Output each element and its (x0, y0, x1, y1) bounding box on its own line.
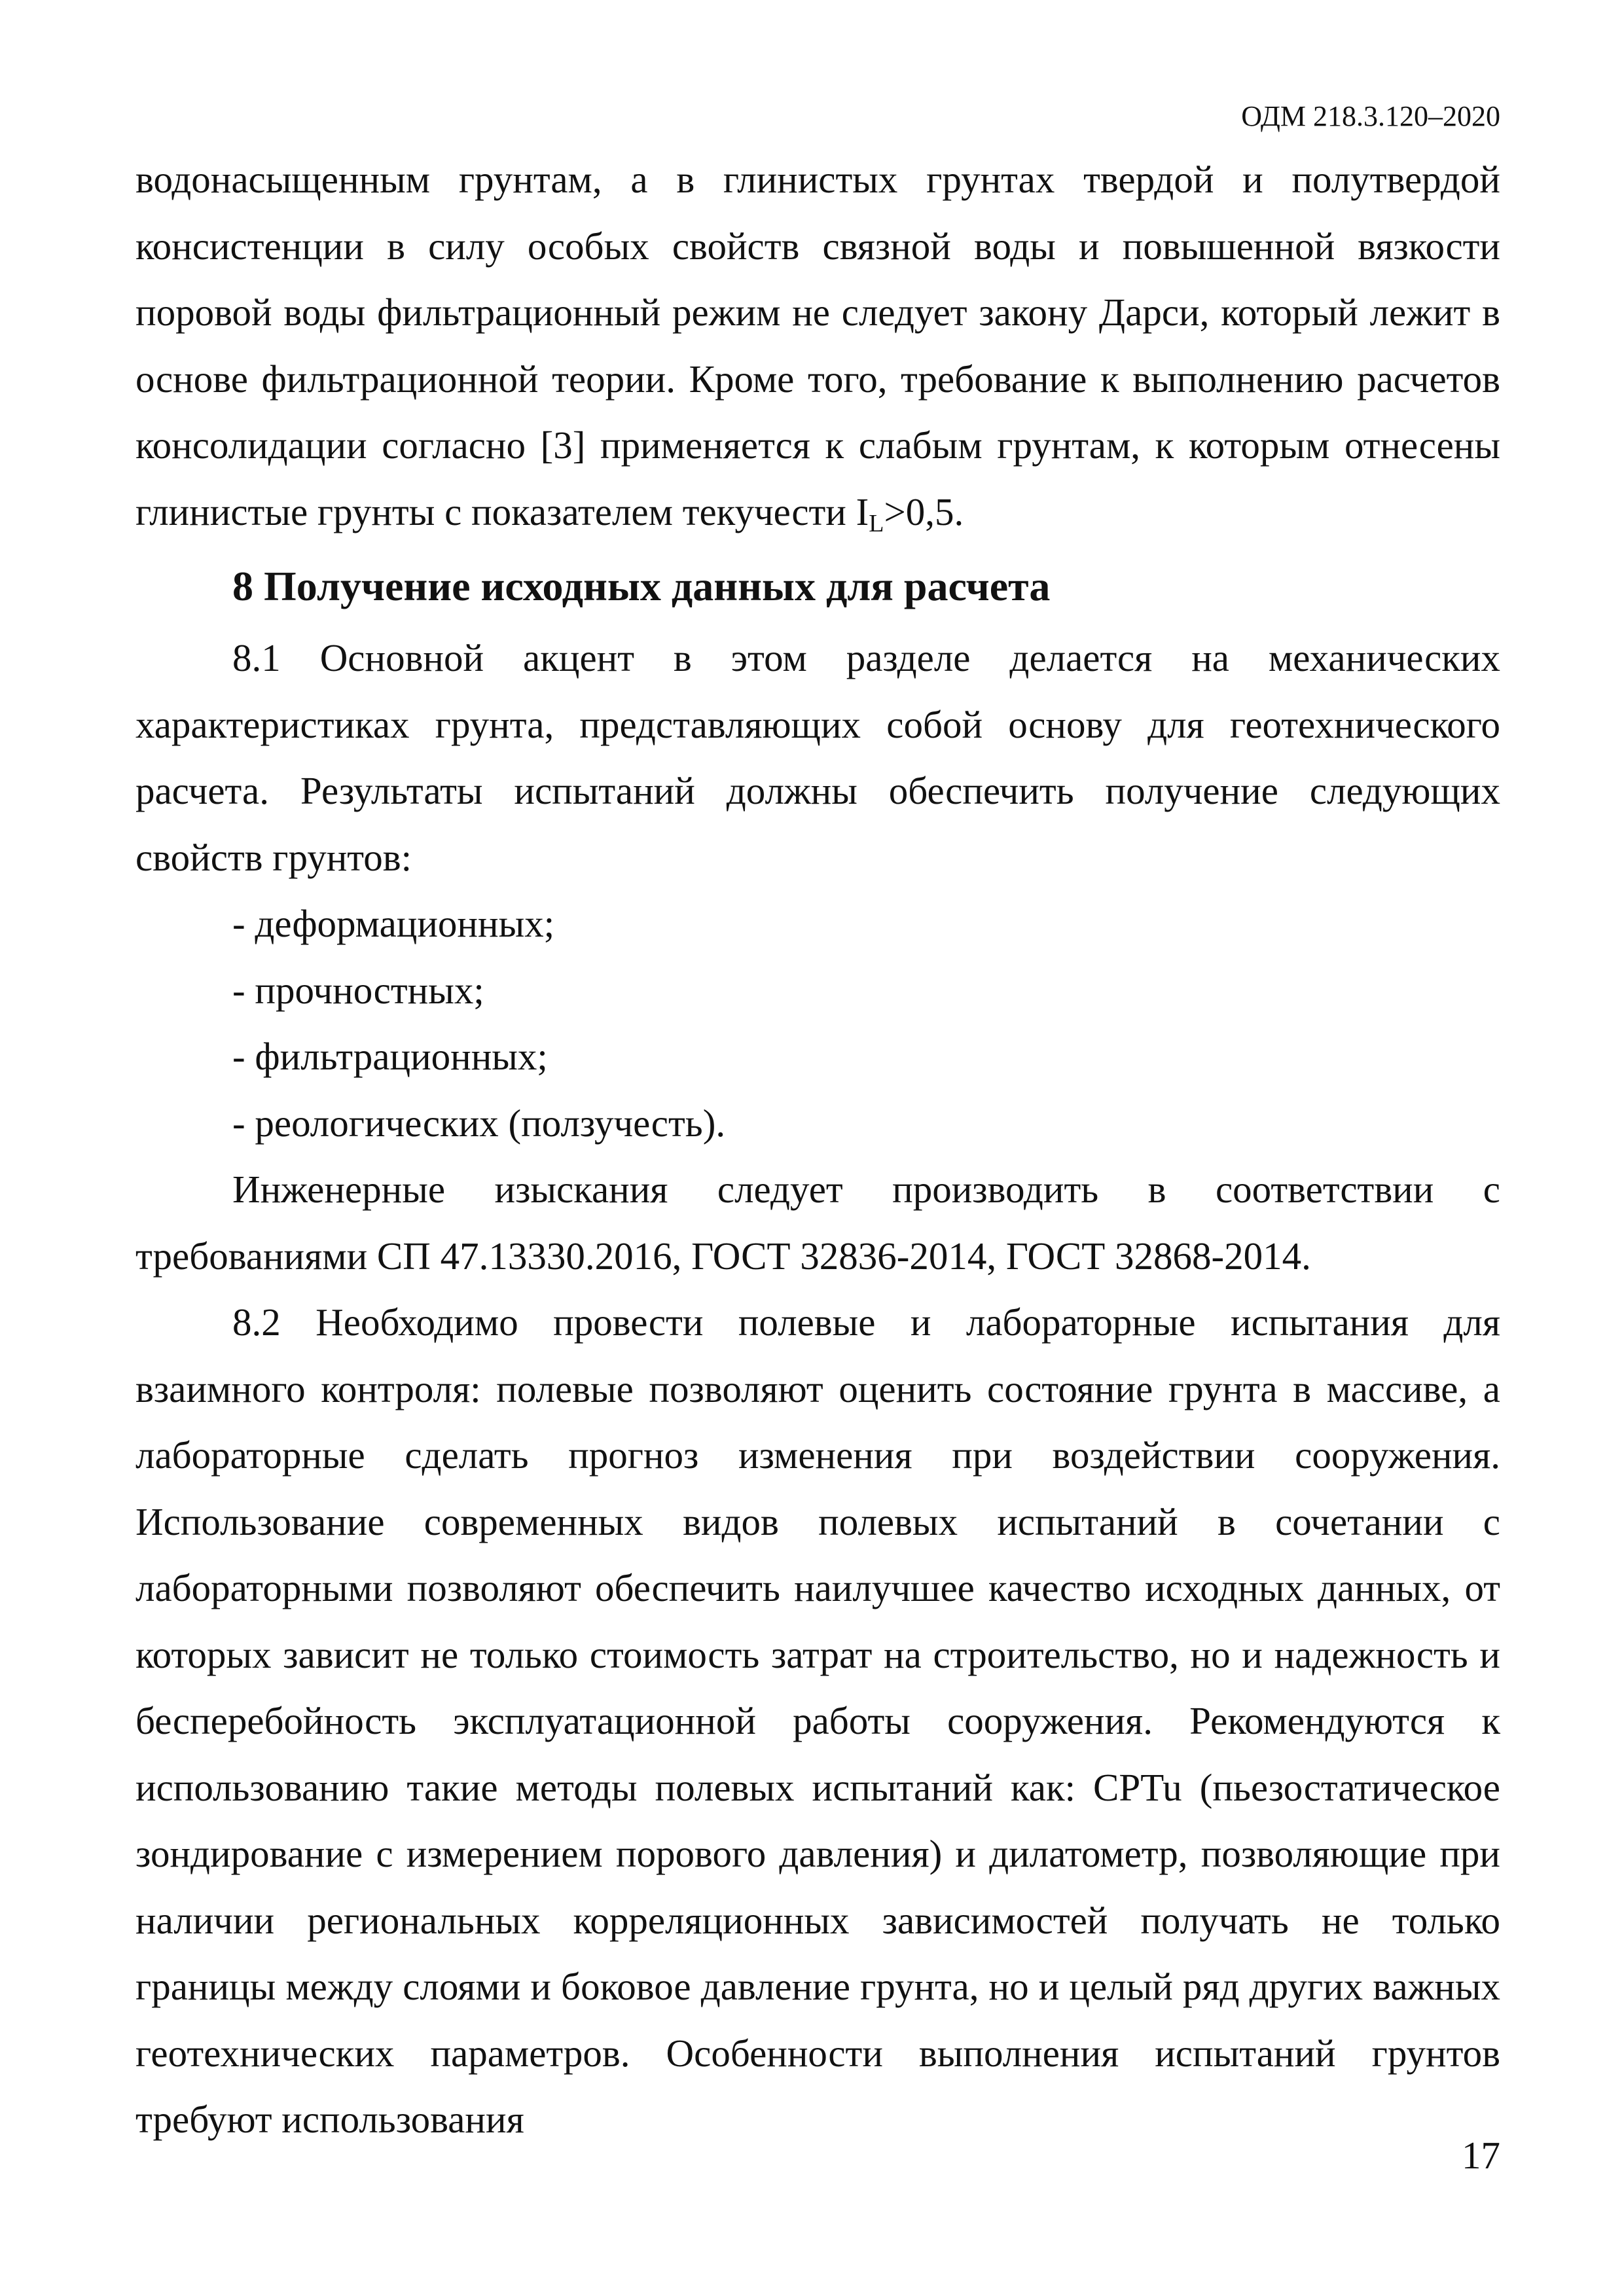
document-code-header: ОДМ 218.3.120–2020 (1241, 100, 1500, 132)
intro-text: водонасыщенным грунтам, а в глинистых грунтах твердой и полутвердой консистенции в силу особых свойств связной воды и повышенной вязкости поровой воды фильтрационный режим не следует закону Дарси, который лежит в основе фильтрационной теории. Кроме того, требование к выполнению расчетов консолидации согласно [3] применяется к слабым грунтам, к которым отнесены глинистые грунты с показателем текучести I (135, 158, 1500, 533)
list-item-strength: - прочностных; (232, 968, 484, 1012)
liquidity-index-subscript: L (869, 509, 884, 537)
page-body (135, 147, 1500, 2153)
list-item-deformation: - деформационных; (232, 902, 555, 945)
paragraph-8-2: 8.2 Необходимо провести полевые и лабораторные испытания для взаимного контроля: полевые позволяют оценить состояние грунта в массиве, а лабораторные сделать прогноз изменения при воздействии сооружения. Использование современных видов полевых испытаний в сочетании с лабораторными позволяют обеспечить наилучшее качество исходных данных, от которых зависит не только стоимость затрат на строительство, но и надежность и бесперебойность эксплуатационной работы сооружения. Рекомендуются к использованию такие методы полевых испытаний как: CPTu (пьезостатическое зондирование с измерением порового давления) и дилатометр, позволяющие при наличии региональных корреляционных зависимостей получать не только границы между слоями и боковое давление грунта, но и целый ряд других важных геотехнических параметров. Особенности выполнения испытаний грунтов требуют использования (135, 1300, 1500, 2141)
list-item-filtration: - фильтрационных; (232, 1035, 548, 1078)
intro-paragraph (135, 147, 1500, 545)
section-8-heading: 8 Получение исходных данных для расчета (232, 563, 1051, 609)
paragraph-8-1: 8.1 Основной акцент в этом разделе делается на механических характеристиках грунта, представляющих собой основу для геотехнического расчета. Результаты испытаний должны обеспечить получение следующих свойств грунтов: (135, 636, 1500, 879)
page-number: 17 (1462, 2134, 1500, 2177)
intro-text-end: >0,5. (884, 490, 964, 533)
list-item-rheology: - реологических (ползучесть). (232, 1101, 726, 1145)
paragraph-engineering-surveys: Инженерные изыскания следует производить в соответствии с требованиями СП 47.13330.2016, ГОСТ 32836-2014, ГОСТ 32868-2014. (135, 1168, 1500, 1278)
